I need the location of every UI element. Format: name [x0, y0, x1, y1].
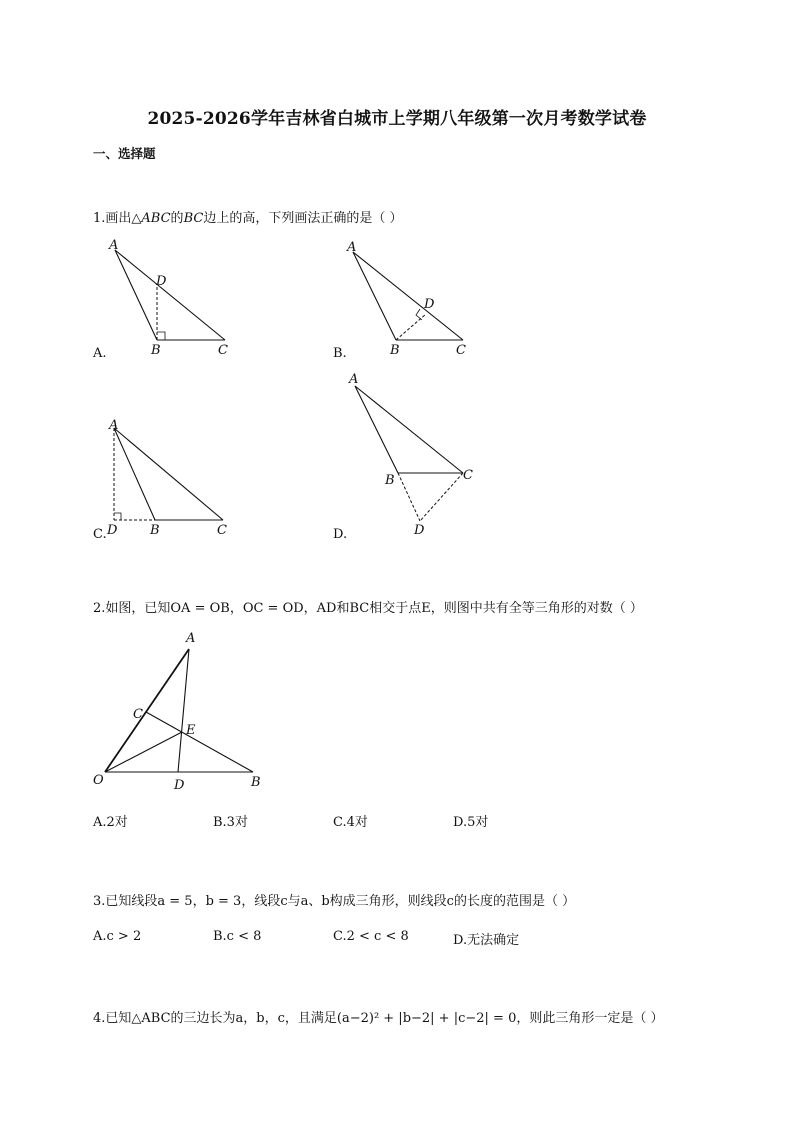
fig-a-label-d: D: [156, 274, 167, 289]
q1-option-d[interactable]: D.: [333, 527, 348, 542]
q2-label-b: B: [251, 775, 261, 790]
fig-d-label-a: A: [349, 372, 359, 387]
fig-d-label-c: C: [463, 468, 473, 483]
q1-option-b[interactable]: B.: [333, 346, 347, 361]
q1-figure-d: [333, 370, 493, 540]
q3-option-a[interactable]: A.c > 2: [93, 929, 142, 944]
q1-suffix: 边上的高，下列画法正确的是（ ）: [203, 211, 403, 226]
q3-option-b[interactable]: B.c < 8: [213, 929, 262, 944]
fig-a-label-a: A: [109, 238, 119, 253]
question-2: 2.如图，已知OA = OB，OC = OD，AD和BC相交于点E，则图中共有全等三角形的对数（ ）: [93, 601, 643, 616]
fig-b-label-b: B: [390, 343, 400, 358]
question-4: 4.已知△ABC的三边长为a，b，c，且满足(a−2)² + |b−2| + |c−2| = 0，则此三角形一定是（ ）: [93, 1011, 664, 1026]
fig-c-label-a: A: [109, 418, 119, 433]
fig-b-label-d: D: [424, 297, 435, 312]
q2-label-e: E: [186, 723, 196, 738]
q2-option-d[interactable]: D.5对: [453, 815, 489, 830]
fig-c-label-d: D: [107, 523, 118, 538]
section-heading: 一、选择题: [93, 146, 156, 161]
fig-a-label-c: C: [218, 343, 228, 358]
q2-option-b[interactable]: B.3对: [213, 815, 248, 830]
fig-d-label-b: B: [385, 473, 395, 488]
q1-bc: BC: [183, 211, 204, 226]
q1-mid: 的: [170, 211, 184, 226]
fig-c-label-c: C: [217, 523, 227, 538]
q1-figure-a: [93, 235, 253, 365]
q1-triangle-symbol: △: [131, 211, 142, 226]
q2-label-a: A: [186, 631, 196, 646]
fig-b-label-c: C: [456, 343, 466, 358]
question-1: [93, 207, 402, 226]
q2-label-o: O: [93, 773, 104, 788]
fig-a-label-b: B: [151, 343, 161, 358]
q1-abc: ABC: [141, 211, 171, 226]
fig-b-label-a: A: [347, 240, 357, 255]
fig-c-label-b: B: [150, 523, 160, 538]
q1-option-a[interactable]: A.: [93, 346, 107, 361]
q2-option-c[interactable]: C.4对: [333, 815, 368, 830]
question-3: 3.已知线段a = 5，b = 3，线段c与a、b构成三角形，则线段c的长度的范围是（ ）: [93, 894, 576, 909]
q2-label-c: C: [133, 707, 143, 722]
q3-option-c[interactable]: C.2 < c < 8: [333, 929, 409, 944]
q2-option-a[interactable]: A.2对: [93, 815, 128, 830]
fig-d-label-d: D: [414, 523, 425, 538]
q2-label-d: D: [174, 778, 185, 793]
q1-prefix: 1.画出: [93, 211, 132, 226]
q2-figure: [93, 630, 273, 795]
q1-option-c[interactable]: C.: [93, 527, 107, 542]
q3-option-d[interactable]: D.无法确定: [453, 933, 520, 948]
q1-figure-c: [93, 415, 253, 545]
q1-figure-b: [333, 235, 493, 365]
document-title: 2025-2026学年吉林省白城市上学期八年级第一次月考数学试卷: [147, 109, 647, 129]
